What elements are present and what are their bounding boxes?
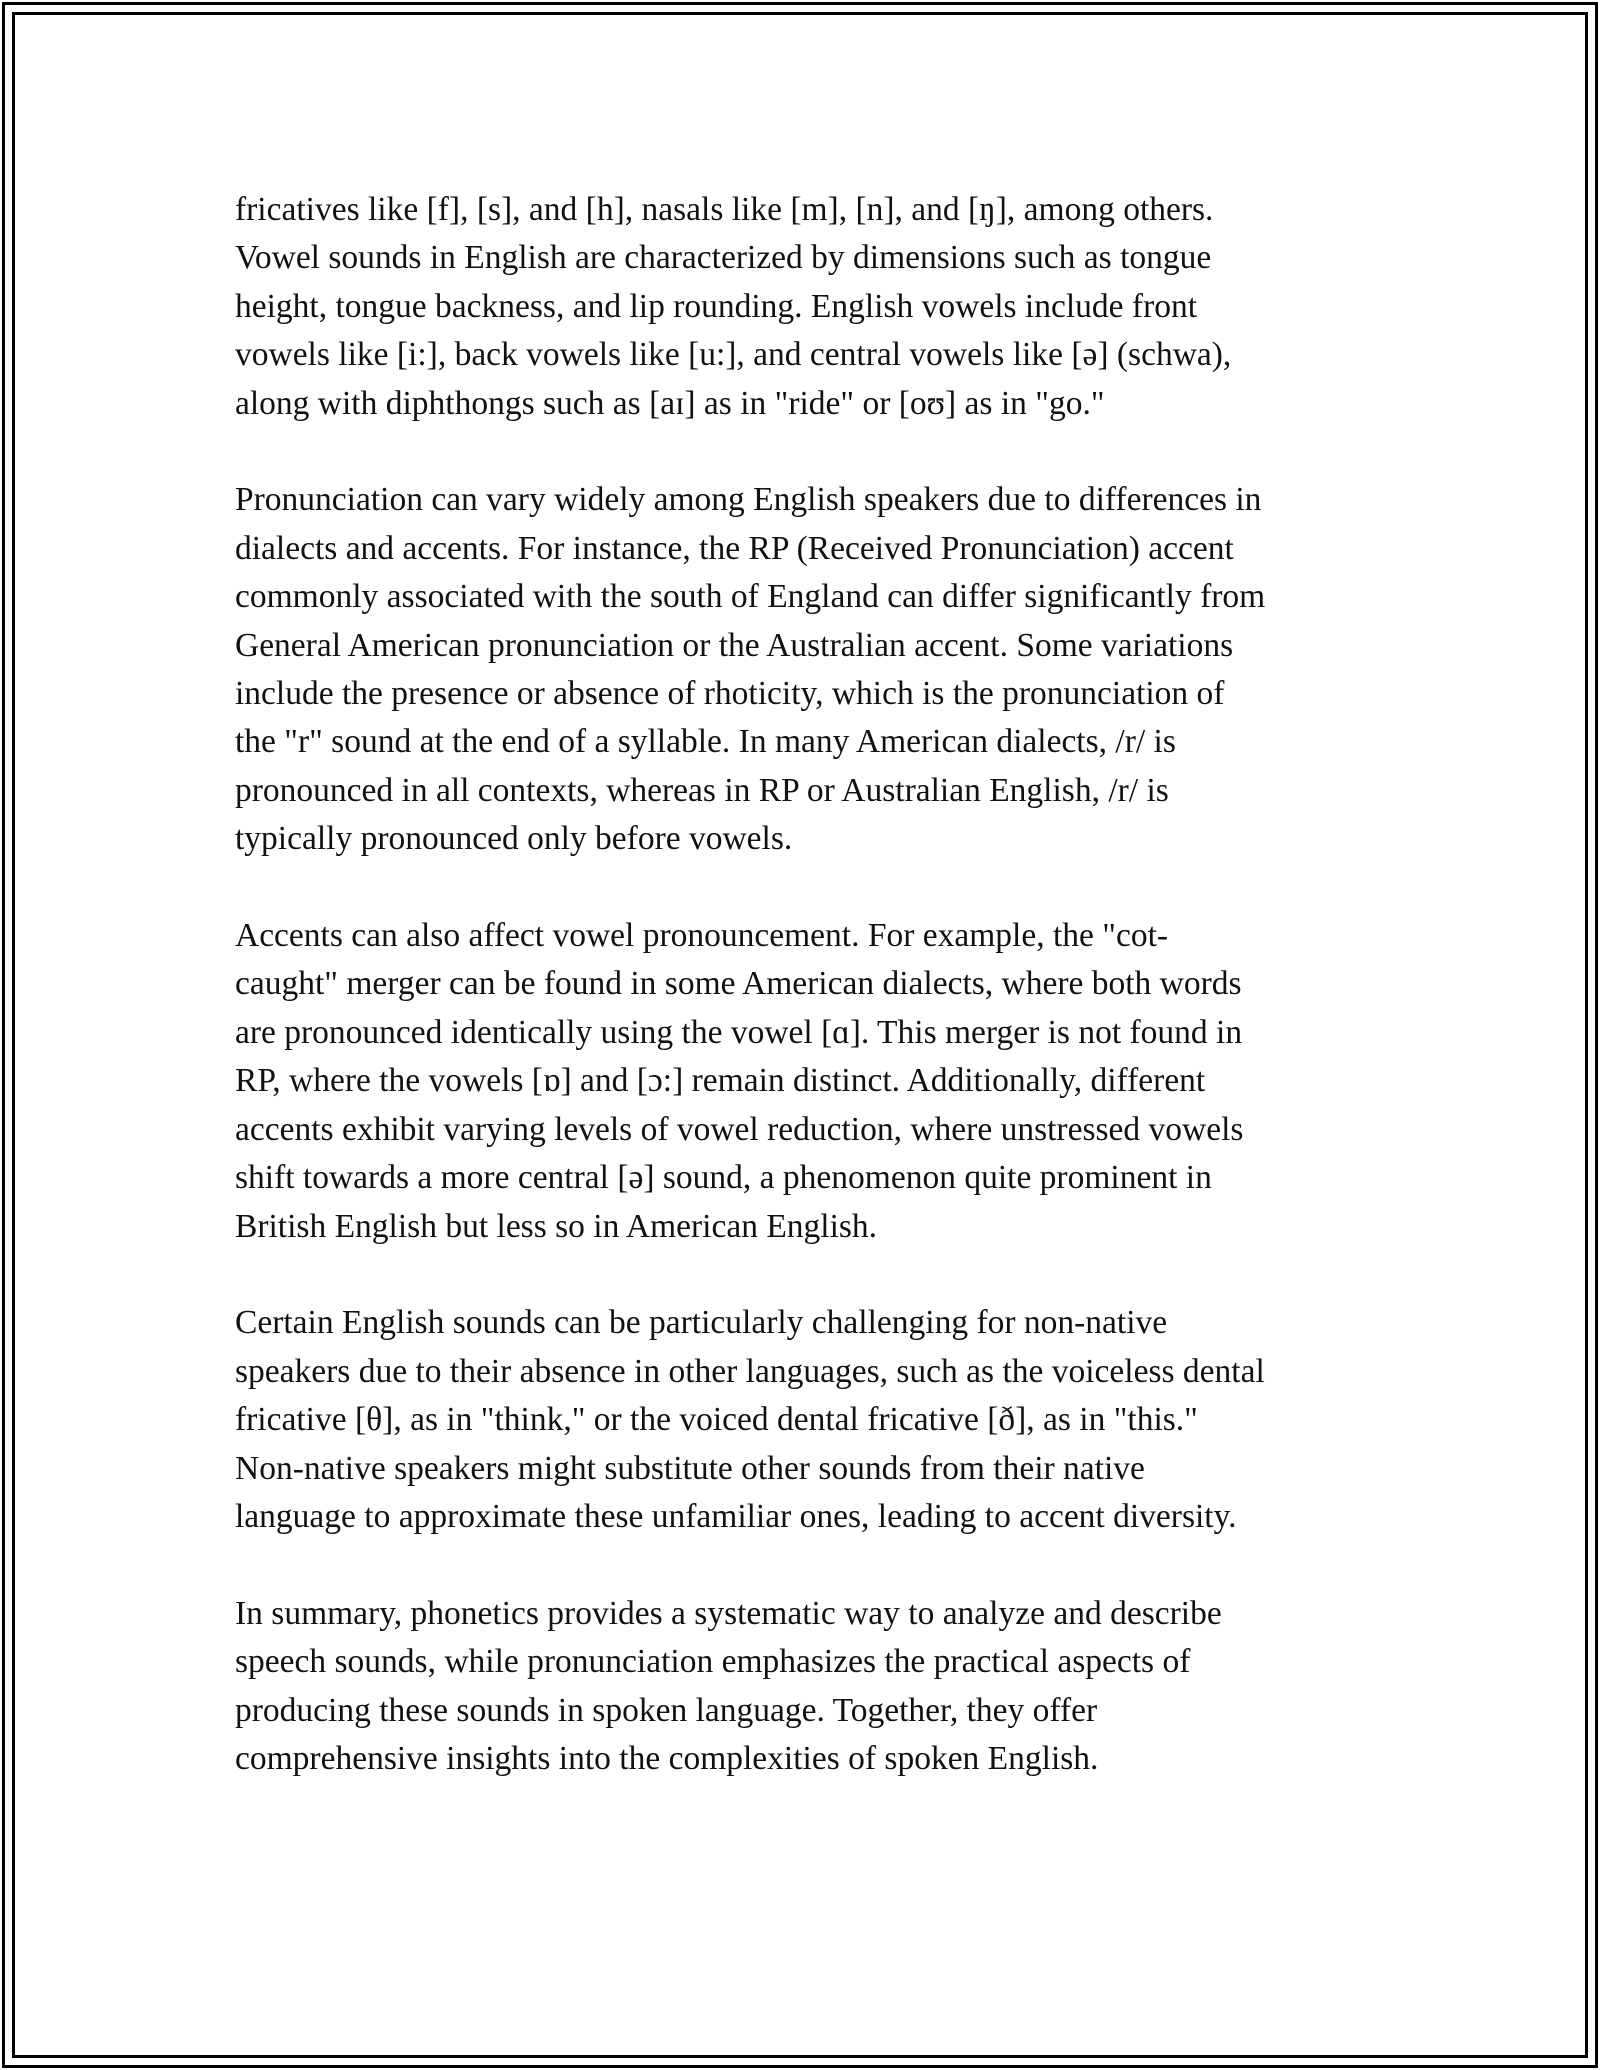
paragraph-pronunciation-variation	[235, 476, 1375, 863]
text-line: vowels like [i:], back vowels like [u:], and central vowels like [ə] (schwa),	[235, 336, 1232, 374]
text-line: Pronunciation can vary widely among English speakers due to differences in	[235, 481, 1262, 519]
text-line: Non-native speakers might substitute other sounds from their native	[235, 1449, 1145, 1487]
text-line: commonly associated with the south of England can differ significantly from	[235, 578, 1266, 616]
text-line: pronounced in all contexts, whereas in RP or Australian English, /r/ is	[235, 771, 1169, 809]
paragraph-accents-vowels	[235, 912, 1375, 1251]
text-line: fricatives like [f], [s], and [h], nasals like [m], [n], and [ŋ], among others.	[235, 191, 1214, 228]
document-body	[235, 186, 1375, 1832]
text-line: along with diphthongs such as [aɪ] as in "ride" or [oʊ] as in "go."	[235, 384, 1105, 422]
text-line: are pronounced identically using the vowel [ɑ]. This merger is not found in	[235, 1013, 1243, 1051]
text-line: General American pronunciation or the Australian accent. Some variations	[235, 626, 1234, 664]
text-line: producing these sounds in spoken language. Together, they offer	[235, 1691, 1098, 1729]
text-line: caught" merger can be found in some American dialects, where both words	[235, 965, 1242, 1003]
text-line: the "r" sound at the end of a syllable. In many American dialects, /r/ is	[235, 723, 1176, 761]
text-line: speech sounds, while pronunciation emphasizes the practical aspects of	[235, 1643, 1191, 1681]
text-line: dialects and accents. For instance, the RP (Received Pronunciation) accent	[235, 529, 1234, 567]
text-line: speakers due to their absence in other languages, such as the voiceless dental	[235, 1352, 1265, 1390]
text-line: RP, where the vowels [ɒ] and [ɔ:] remain distinct. Additionally, different	[235, 1062, 1206, 1100]
text-line: comprehensive insights into the complexities of spoken English.	[235, 1739, 1099, 1777]
text-line: language to approximate these unfamiliar ones, leading to accent diversity.	[235, 1497, 1237, 1535]
text-line: height, tongue backness, and lip rounding. English vowels include front	[235, 287, 1198, 325]
text-line: Certain English sounds can be particularly challenging for non-native	[235, 1304, 1168, 1342]
text-line: include the presence or absence of rhoticity, which is the pronunciation of	[235, 675, 1225, 713]
text-line: British English but less so in American English.	[235, 1207, 878, 1245]
paragraph-challenging-sounds	[235, 1299, 1375, 1541]
text-line: typically pronounced only before vowels.	[235, 820, 793, 858]
paragraph-summary	[235, 1590, 1375, 1784]
text-line: fricative [θ], as in "think," or the voiced dental fricative [ð], as in "this."	[235, 1401, 1198, 1439]
paragraph-vowels	[235, 186, 1375, 428]
text-line: Accents can also affect vowel pronouncement. For example, the "cot-	[235, 917, 1169, 955]
text-line: In summary, phonetics provides a systematic way to analyze and describe	[235, 1594, 1222, 1632]
text-line: shift towards a more central [ə] sound, a phenomenon quite prominent in	[235, 1159, 1212, 1197]
text-line: accents exhibit varying levels of vowel reduction, where unstressed vowels	[235, 1110, 1244, 1148]
text-line: Vowel sounds in English are characterized by dimensions such as tongue	[235, 239, 1212, 277]
